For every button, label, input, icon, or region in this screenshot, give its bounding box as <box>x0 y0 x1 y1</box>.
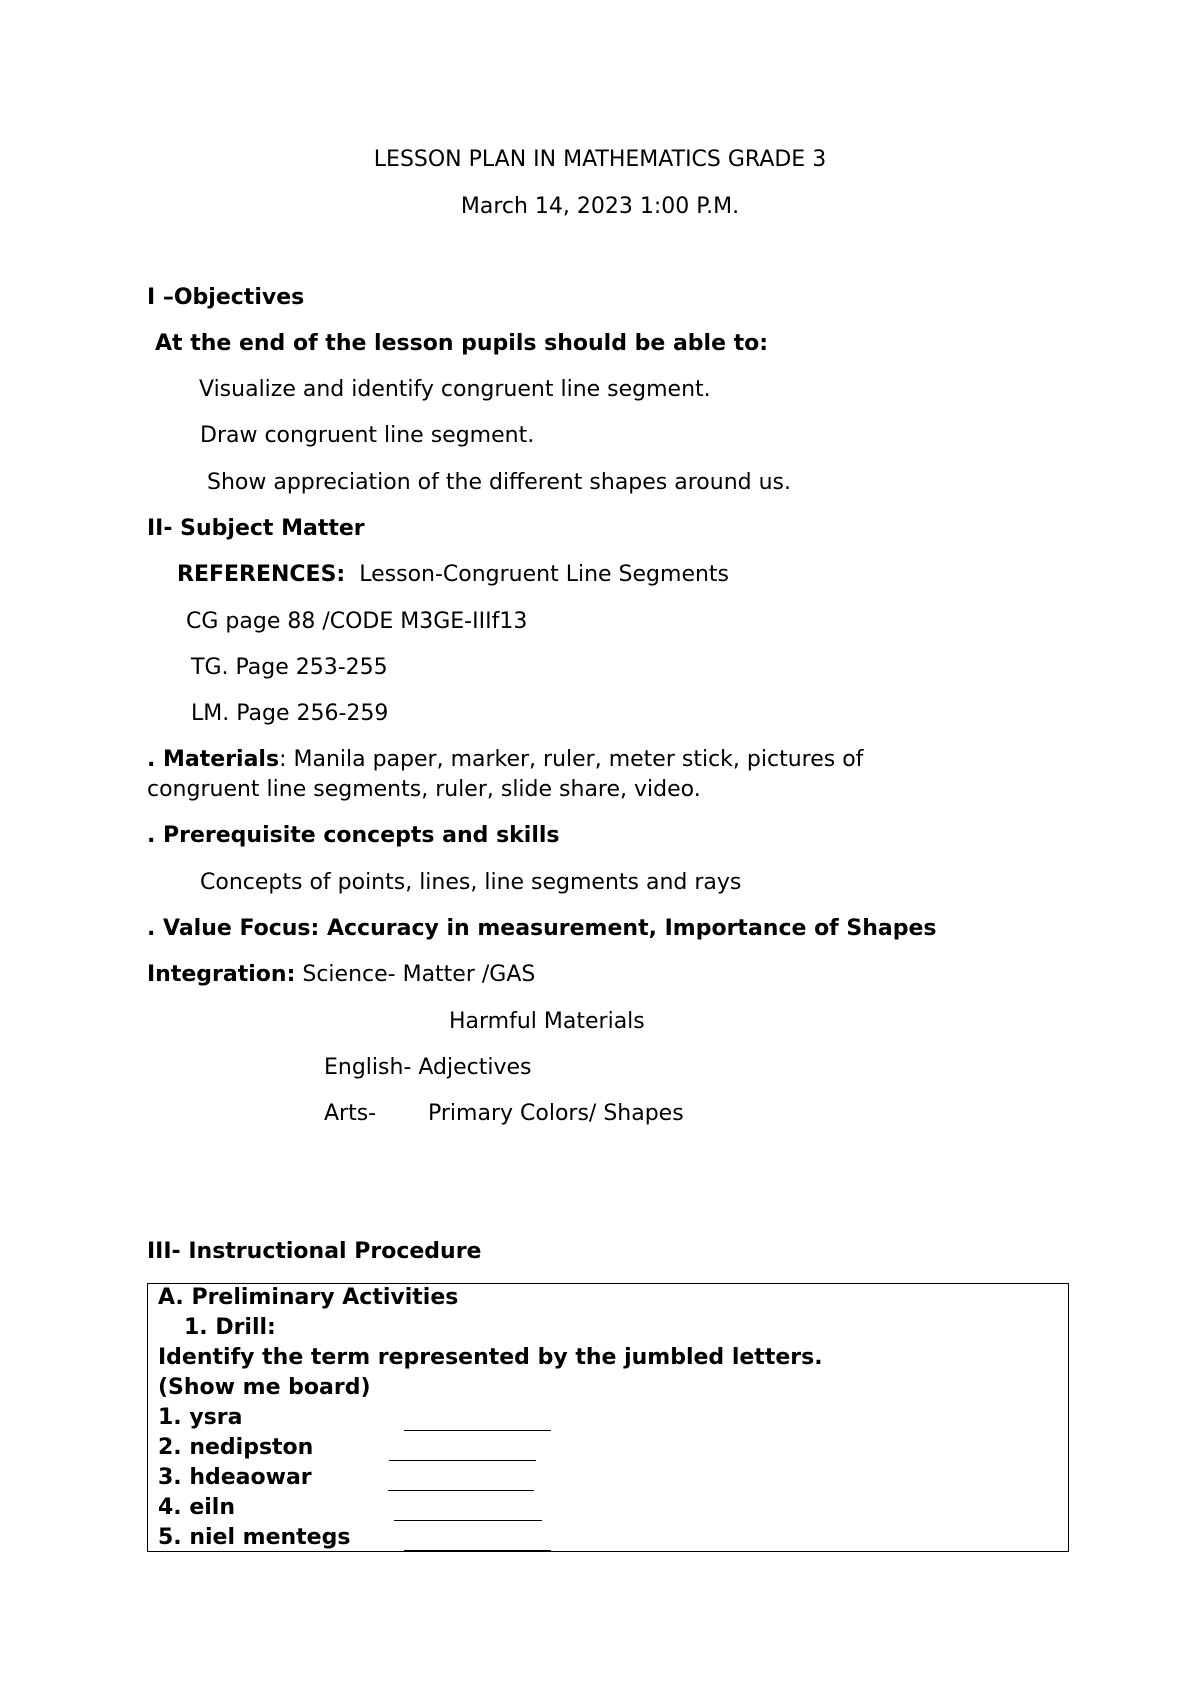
objective-item-2: Draw congruent line segment. <box>200 423 535 448</box>
jumbled-item-4: 4. eiln <box>158 1495 235 1520</box>
drill-label: 1. Drill: <box>184 1315 276 1340</box>
jumbled-item-1: 1. ysra <box>158 1405 243 1430</box>
prerequisite-heading: . Prerequisite concepts and skills <box>147 823 560 848</box>
subject-matter-heading: II- Subject Matter <box>147 516 365 541</box>
objectives-intro: At the end of the lesson pupils should be able to: <box>155 331 769 356</box>
references-line <box>177 561 729 589</box>
integration-english: English- Adjectives <box>324 1055 532 1080</box>
answer-blank-5 <box>404 1550 551 1551</box>
answer-blank-1 <box>404 1430 551 1431</box>
objective-item-3: Show appreciation of the different shapes around us. <box>207 470 791 495</box>
answer-blank-4 <box>394 1520 542 1521</box>
jumbled-item-3: 3. hdeaowar <box>158 1465 312 1490</box>
reference-lm: LM. Page 256-259 <box>191 701 389 726</box>
references-value: Lesson-Congruent Line Segments <box>359 562 730 587</box>
drill-note: (Show me board) <box>158 1375 371 1400</box>
procedure-heading: III- Instructional Procedure <box>147 1239 482 1264</box>
prerequisite-value: Concepts of points, lines, line segments and rays <box>200 870 742 895</box>
reference-tg: TG. Page 253-255 <box>191 655 388 680</box>
integration-arts-label: Arts- <box>324 1101 377 1126</box>
jumbled-item-5: 5. niel mentegs <box>158 1525 351 1550</box>
answer-blank-3 <box>388 1490 534 1491</box>
integration-science: Science- Matter /GAS <box>302 962 536 987</box>
value-focus: . Value Focus: Accuracy in measurement, Importance of Shapes <box>147 916 937 941</box>
references-label: REFERENCES: <box>177 562 346 587</box>
integration-science-continuation: Harmful Materials <box>449 1009 645 1034</box>
answer-blank-2 <box>389 1460 536 1461</box>
preliminary-activities-title: A. Preliminary Activities <box>158 1285 459 1310</box>
integration-line <box>147 961 535 989</box>
objectives-heading: I –Objectives <box>147 285 305 310</box>
materials-continuation: congruent line segments, ruler, slide share, video. <box>147 777 701 802</box>
reference-cg: CG page 88 /CODE M3GE-IIIf13 <box>186 609 528 634</box>
page-date: March 14, 2023 1:00 P.M. <box>460 194 740 219</box>
integration-arts-value: Primary Colors/ Shapes <box>428 1101 684 1126</box>
materials-value: : Manila paper, marker, ruler, meter stick, pictures of <box>279 747 864 772</box>
objective-item-1: Visualize and identify congruent line segment. <box>199 377 711 402</box>
page-title: LESSON PLAN IN MATHEMATICS GRADE 3 <box>373 147 827 172</box>
materials-line <box>147 746 863 774</box>
integration-label: Integration: <box>147 962 296 987</box>
drill-instruction: Identify the term represented by the jumbled letters. <box>158 1345 823 1370</box>
materials-label: . Materials <box>147 747 280 772</box>
preliminary-activities-box <box>147 1283 1069 1552</box>
jumbled-item-2: 2. nedipston <box>158 1435 314 1460</box>
